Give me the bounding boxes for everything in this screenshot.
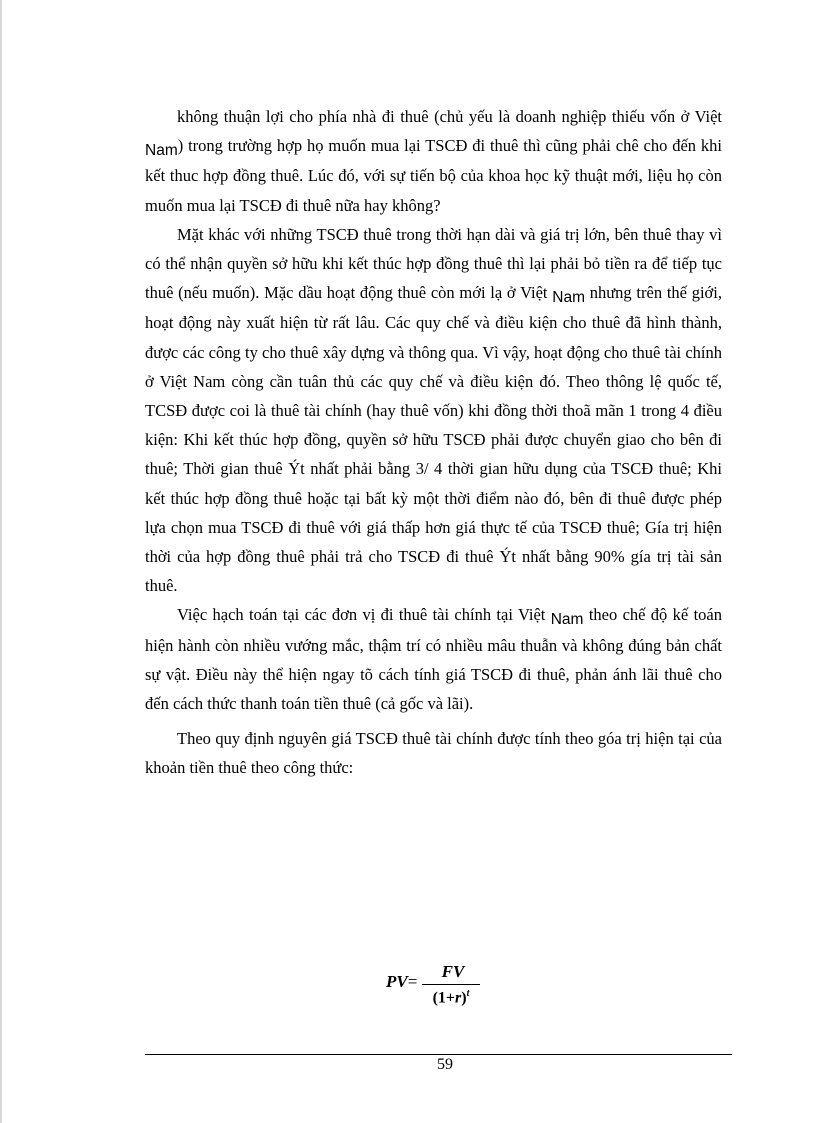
paragraph-text: Mặt khác với những TSCĐ thuê trong thời hạn dài và giá trị lớn, bên thuê thay vì có thể nhận quyền sở hữu khi kết thúc hợp đồng thuê thì lại phải bỏ tiền ra để tiếp tục thuê (nếu muốn). Mặc dầu hoạt động thuê còn mới lạ ở Việt (145, 224, 722, 303)
present-value-formula (386, 962, 506, 1018)
paragraph-text: ) trong trường hợp họ muốn mua lại TSCĐ đi thuê thì cũng phải chê cho đến khi kết thuc hợp đồng thuê. Lúc đó, với sự tiến bộ của khoa học kỹ thuật mới, liệu họ còn muốn mua lại TSCĐ đi thuê nữa hay không? (145, 136, 722, 215)
paragraph (145, 102, 722, 220)
paragraph (145, 600, 722, 718)
paragraph-text: theo chế độ kế toán hiện hành còn nhiều vướng mắc, thậm trí có nhiều mâu thuẫn và không đúng bản chất sự vật. Điều này thể hiện ngay tõ cách tính giá TSCĐ đi thuê, phản ánh lãi thuê cho đến cách thức thanh toán tiền thuê (cả gốc và lãi). (145, 605, 722, 714)
paragraph (145, 220, 722, 601)
fraction-bar (422, 984, 480, 985)
country-name: Nam (552, 289, 585, 307)
country-name: Nam (145, 142, 178, 160)
country-name: Nam (550, 611, 584, 629)
paragraph-text: Việc hạch toán tại các đơn vị đi thuê tài chính tại Việt (177, 605, 551, 625)
formula-denominator: $(1+r)^t$ (432, 988, 470, 1007)
footer-rule (145, 1054, 732, 1055)
paragraph (145, 724, 722, 782)
paragraph-text: không thuận lợi cho phía nhà đi thuê (chủ yếu là doanh nghiệp thiếu vốn ở Việt (177, 107, 722, 126)
body-text (145, 102, 722, 783)
paragraph-text: nhưng trên thế giới, hoạt động này xuất hiện từ rất lâu. Các quy chế và điều kiện cho thuê đã hình thành, được các công ty cho thuê xây dựng và thông qua. Vì vậy, hoạt động cho thuê tài chính ở Việt Nam còng cần tuân thủ các quy chế và điều kiện đó. Theo thông lệ quốc tế, TCSĐ được coi là thuê tài chính (hay thuê vốn) khi đồng thời thoã mãn 1 trong 4 điều kiện: Khi kết thúc hợp đồng, quyền sở hữu TSCĐ phải được chuyển giao cho bên đi thuê; Thời gian thuê Ýt nhất phải bằng 3/ 4 thời gian hữu dụng của TSCĐ thuê; Khi kết thúc hợp đồng thuê hoặc tại bất kỳ một thời điểm nào đó, bên đi thuê được phép lựa chọn mua TSCĐ đi thuê với giá thấp hơn giá thực tế của TSCĐ thuê; Gía trị hiện thời của hợp đồng thuê phải trả cho TSCĐ đi thuê Ýt nhất bằng 90% gía trị tài sản thuê. (145, 283, 722, 596)
page-number: 59 (437, 1056, 453, 1073)
formula-numerator: FV (441, 962, 465, 981)
paragraph-text: Theo quy định nguyên giá TSCĐ thuê tài chính được tính theo góa trị hiện tại của khoản tiền thuê theo công thức: (145, 729, 722, 778)
formula-lhs: PV= (386, 972, 418, 991)
